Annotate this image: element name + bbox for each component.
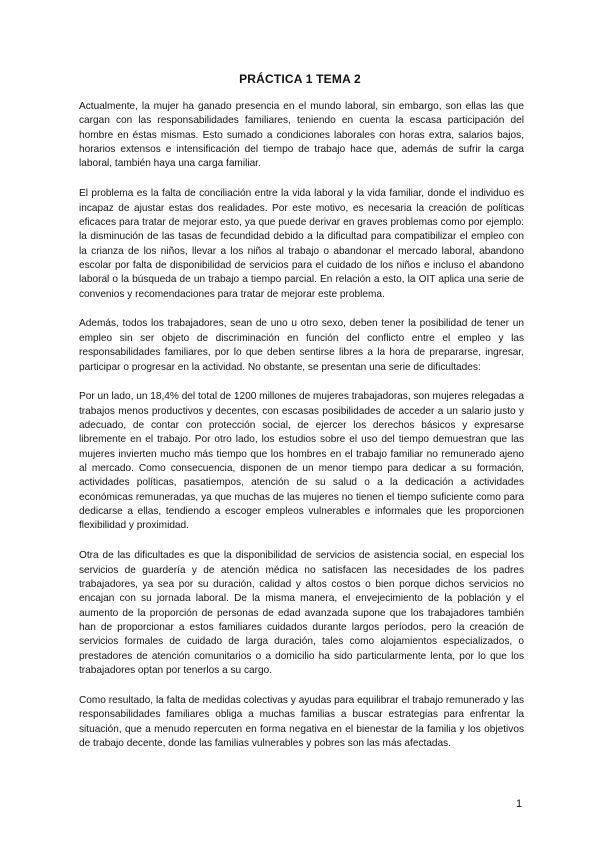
paragraph-4: Por un lado, un 18,4% del total de 1200 millones de mujeres trabajadoras, son mujeres relegadas a trabajos menos productivos y decentes, con escasas posibilidades de acceder a un salario justo y adecuado, de contar con protección social, de ejercer los derechos básicos y expresarse libremente en el trabajo. Por otro lado, los estudios sobre el uso del tiempo demuestran que las mujeres invierten mucho más tiempo que los hombres en el trabajo familiar no remunerado ajeno al mercado. Como consecuencia, disponen de un menor tiempo para dedicar a su formación, actividades políticas, pasatiempos, atención de su salud o a la dedicación a actividades económicas remuneradas, ya que muchas de las mujeres no tienen el tiempo suficiente como para dedicarse a ellas, tendiendo a escoger empleos vulnerables e informales que les proporcionen flexibilidad y proximidad. [79, 391, 524, 532]
paragraph-3: Además, todos los trabajadores, sean de uno u otro sexo, deben tener la posibilidad de tener un empleo sin ser objeto de discriminación en función del conflicto entre el empleo y las responsabilidades familiares, por lo que deben sentirse libres a la hora de prepararse, ingresar, participar o progresar en la actividad. No obstante, se presentan una serie de dificultades: [79, 318, 524, 373]
paragraph-2: El problema es la falta de conciliación entre la vida laboral y la vida familiar, donde el individuo es incapaz de ajustar estas dos realidades. Por este motivo, es necesaria la creación de políticas eficaces para tratar de mejorar esto, ya que puede derivar en graves problemas como por ejemplo: la disminución de las tasas de fecundidad debido a la dificultad para compatibilizar el empleo con la crianza de los niños, llevar a los niños al trabajo o abandonar el mercado laboral, abandono escolar por falta de disponibilidad de servicios para el cuidado de los niños e incluso el abandono laboral o la búsqueda de un trabajo a tiempo parcial. En relación a esto, la OIT aplica una serie de convenios y recomendaciones para tratar de mejorar este problema. [79, 188, 524, 300]
document-body [79, 100, 524, 767]
page-number: 1 [516, 798, 523, 810]
paragraph-5: Otra de las dificultades es que la disponibilidad de servicios de asistencia social, en especial los servicios de guardería y de atención médica no satisfacen las necesidades de los padres trabajadores, ya sea por su duración, calidad y altos costos o bien porque dichos servicios no encajan con su jornada laboral. De la misma manera, el envejecimiento de la población y el aumento de la proporción de personas de edad avanzada supone que los trabajadores también han de proporcionar a estos familiares cuidados durante largos períodos, pero la creación de servicios formales de cuidado de larga duración, tales como alojamientos especializados, o prestadores de atención comunitarios o a domicilio ha sido particularmente lenta, por lo que los trabajadores optan por tenerlos a su cargo. [79, 550, 524, 677]
page-title: PRÁCTICA 1 TEMA 2 [239, 72, 361, 86]
paragraph-6: Como resultado, la falta de medidas colectivas y ayudas para equilibrar el trabajo remunerado y las responsabilidades familiares obliga a muchas familias a buscar estrategias para enfrentar la situación, que a menudo repercuten en forma negativa en el bienestar de la familia y los objetivos de trabajo decente, donde las familias vulnerables y pobres son las más afectadas. [79, 694, 524, 749]
paragraph-1: Actualmente, la mujer ha ganado presencia en el mundo laboral, sin embargo, son ellas las que cargan con las responsabilidades familiares, teniendo en cuenta la escasa participación del hombre en éstas mismas. Esto sumado a condiciones laborales con horas extra, salarios bajos, horarios extensos e intensificación del tiempo de trabajo hace que, además de sufrir la carga laboral, también haya una carga familiar. [79, 101, 524, 170]
